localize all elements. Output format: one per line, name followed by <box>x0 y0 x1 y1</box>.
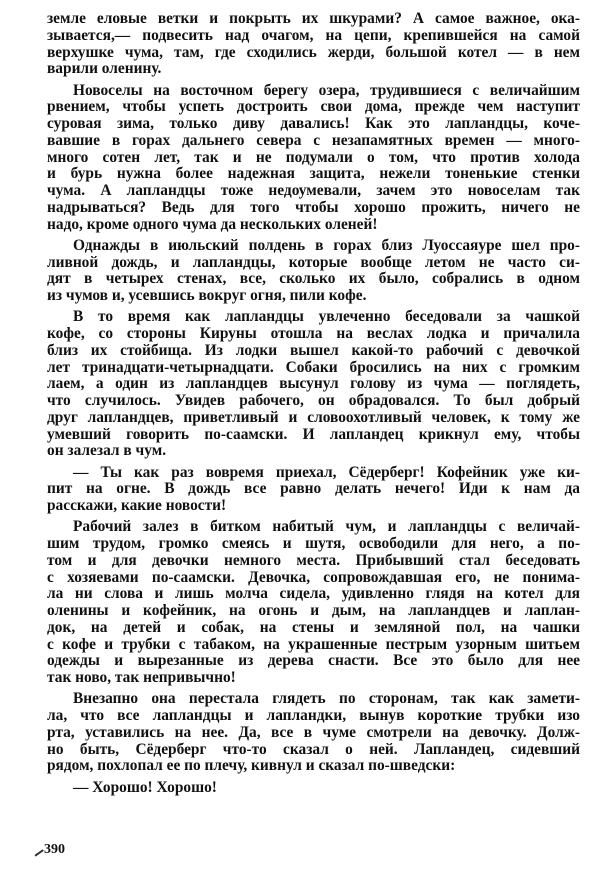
text-line: дят в четырех стенах, все, сколько их было, собрались в одном <box>47 270 580 288</box>
text-line: том и для девочки немного места. Прибывший стал беседовать <box>47 551 580 569</box>
text-line: пит на огне. В дождь все равно делать нечего! Иди к нам да <box>47 480 580 498</box>
text-line: В то время как лапландцы увлеченно беседовали за чашкой <box>73 308 580 326</box>
paragraph <box>47 11 580 78</box>
text-line: Однажды в июльский полдень в горах близ Луоссаяуре шел про- <box>73 236 580 254</box>
text-line: что случилось. Увидев рабочего, он обрадовался. То был добрый <box>47 392 580 409</box>
text-line: и бурь нужна более надежная защита, нежели тоненькие стенки <box>47 165 580 183</box>
text-line: одежды и вырезанные из дерева снасти. Все это было для нее <box>47 652 580 670</box>
text-line: рта, уставились на нее. Да, все в чуме смотрели на девочку. Долж- <box>47 723 580 741</box>
text-line: верхушке чума, там, где сходились жерди, большой котел — в нем <box>47 43 580 61</box>
book-text <box>47 11 580 796</box>
page-number: 390 <box>44 842 65 857</box>
text-line: Внезапно она перестала глядеть по сторонам, так как замети- <box>73 690 580 708</box>
paragraph <box>47 465 580 515</box>
text-line: надрываться? Ведь для того чтобы хорошо прожить, ничего не <box>47 198 580 216</box>
text-line: варили оленину. <box>47 60 162 78</box>
text-line: чума. А лапландцы тоже недоумевали, зачем это новоселам так <box>47 182 580 199</box>
text-line: оленины и кофейник, на огонь и дым, на лапландцев и лаплан- <box>47 602 580 619</box>
text-line: из чумов и, усевшись вокруг огня, пили кофе. <box>47 287 367 304</box>
paragraph <box>47 309 580 460</box>
text-line: друг лапландцев, приветливый и словоохотливый человек, к тому же <box>47 408 580 426</box>
paragraph <box>47 519 580 687</box>
text-line: ливной дождь, и лапландцы, которые вообще летом не часто си- <box>47 253 580 271</box>
text-line: рвением, чтобы успеть достроить свои дома, прежде чем наступит <box>47 98 580 116</box>
paragraph <box>47 83 580 234</box>
text-line: но быть, Сёдерберг что-то сказал о ней. Лапландец, сидевший <box>47 740 580 758</box>
text-line: ла, что все лапландцы и лапландки, вынув короткие трубки изо <box>47 707 580 724</box>
text-line: ла ни слова и лишь молча сидела, удивленно глядя на котел для <box>47 585 580 603</box>
text-line: — Хорошо! Хорошо! <box>73 778 217 796</box>
text-line: — Ты как раз вовремя приехал, Сёдерберг! Кофейник уже ки- <box>73 463 580 481</box>
text-line: земле еловые ветки и покрыть их шкурами? А самое важное, ока- <box>47 10 580 27</box>
text-line: суровая зима, только диву давались! Как это лапландцы, коче- <box>47 115 580 132</box>
text-line: так ново, так непривычно! <box>47 669 236 686</box>
text-line: кофе, со стороны Кируны отошла на веслах лодка и причалила <box>47 325 580 342</box>
pen-mark <box>34 849 43 856</box>
text-line: надо, кроме одного чума да нескольких оленей! <box>47 215 378 233</box>
text-line: много сотен лет, так и не подумали о том, что против холода <box>47 148 580 166</box>
paragraph <box>47 238 580 305</box>
text-line: с хозяевами по-саамски. Девочка, сопровождавшая его, не понима- <box>47 568 580 586</box>
text-line: он залезал в чум. <box>47 442 167 460</box>
paragraph <box>47 780 580 797</box>
text-line: Рабочий залез в битком набитый чум, и лапландцы с величай- <box>73 518 580 536</box>
text-line: умевший говорить по-саамски. И лапландец крикнул ему, чтобы <box>47 425 580 443</box>
text-line: Новоселы на восточном берегу озера, трудившиеся с величайшим <box>73 81 580 99</box>
text-line: лет тринадцати-четырнадцати. Собаки бросились на них с громким <box>47 358 580 376</box>
text-line: зывается,— подвесить над очагом, на цепи, крепившейся на самой <box>47 26 580 44</box>
paragraph <box>47 691 580 775</box>
text-line: с кофе и трубки с табаком, на украшенные пестрым узорным шитьем <box>47 635 580 653</box>
text-line: рядом, похлопал ее по плечу, кивнул и сказал по-шведски: <box>47 757 456 775</box>
text-line: шим трудом, громко смеясь и шутя, освободили для него, а по- <box>47 535 580 552</box>
text-line: расскажи, какие новости! <box>47 497 227 514</box>
text-line: лаем, а один из лапландцев высунул голову из чума — поглядеть, <box>47 375 580 393</box>
text-line: док, на детей и собак, на стены и земляной пол, на чашки <box>47 618 580 636</box>
text-line: близ их стойбища. Из лодки вышел какой-то рабочий с девочкой <box>47 341 580 359</box>
text-line: вавшие в горах дальнего севера с незапамятных времен — много- <box>47 131 580 149</box>
